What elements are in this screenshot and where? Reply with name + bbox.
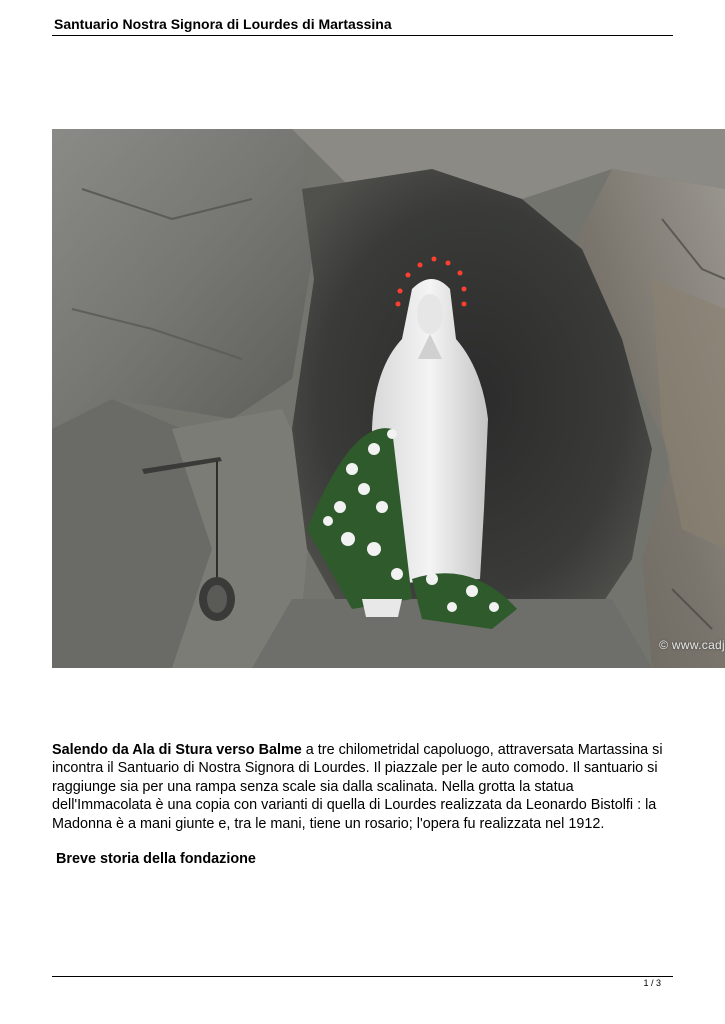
page-header-title: Santuario Nostra Signora di Lourdes di Martassina [54,16,392,32]
photo-watermark: © www.cadj [659,638,725,652]
footer-divider [52,976,673,977]
grotto-photo-illustration [52,129,725,668]
intro-bold-lead: Salendo da Ala di Stura verso Balme [52,742,302,758]
intro-body-text: a tre chilometridal capoluogo, attraversata Martassina si incontra il Santuario di Nostra Signora di Lourdes. Il piazzale per le auto comodo. Il santuario si raggiunge sia per una rampa senza scale sia dalla scalinata. Nella grotta la statua dell'Immacolata è una copia con varianti di quella di Lourdes realizzata da Leonardo Bistolfi : la Madonna è a mani giunte e, tra le mani, tiene un rosario; l'opera fu realizzata nel 1912. [52,742,663,832]
page-number: 1 / 3 [643,978,661,988]
grotto-photo [52,129,725,668]
section-heading: Breve storia della fondazione [56,851,256,867]
article-intro-paragraph [52,741,674,833]
header-divider [52,35,673,36]
